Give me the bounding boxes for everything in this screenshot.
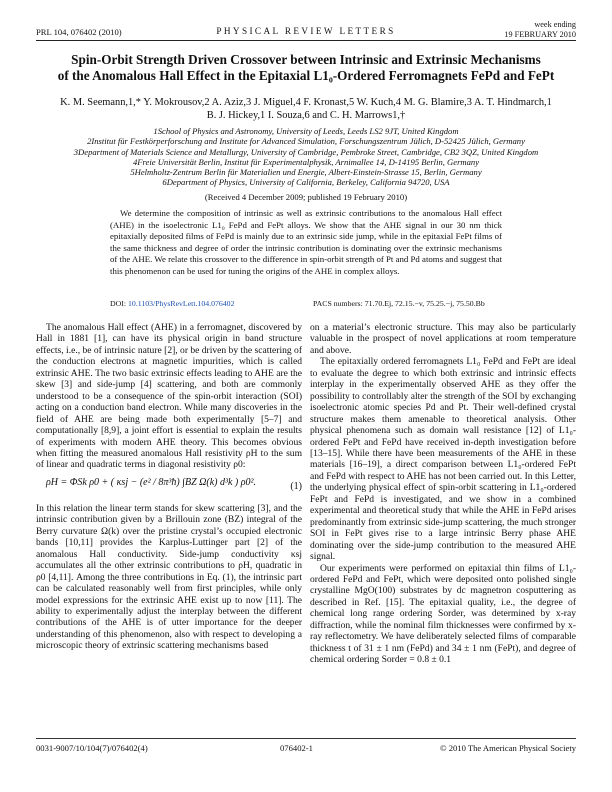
paper-title [40, 52, 572, 84]
doi-label: DOI: [110, 299, 127, 308]
affiliation-1: 1School of Physics and Astronomy, University of Leeds, Leeds LS2 9JT, United Kingdom [153, 126, 459, 136]
paragraph-intro: The anomalous Hall effect (AHE) in a ferromagnet, discovered by Hall in 1881 [1], can have its physical origin in band structure effects, i.e., be of intrinsic nature [2], or be driven by the scattering of the conduction electrons at magnetic impurities, which is called extrinsic AHE. The two basic extrinsic effects leading to AHE are the skew [3] and side-jump [4] scattering, and both are commonly understood to be a consequence of the spin-orbit interaction (SOI) acting on a conduction band electron. While many discoveries in the field of AHE are being made both experimentally [5–7] and computationally [8,9], a joint effort is essential to explain the results of experiments with modern AHE theory. This becomes obvious when fitting the measured anomalous Hall resistivity ρH to the sum of linear and quadratic terms in diagonal resistivity ρ0: [36, 322, 302, 471]
paragraph-experiment: Our experiments were performed on epitaxial thin films of L1₀-ordered FePd and FePt, which were deposited onto polished single crystalline MgO(100) substrates by dc magnetron cosputtering as described in Ref. [15]. The epitaxial quality, i.e., the degree of chemical long range ordering Sorder, was determined by x-ray diffraction, while the nominal film thicknesses were confirmed by x-ray reflectometry. We have deliberately selected films of comparable thickness t of 31 ± 1 nm (FePd) and 34 ± 1 nm (FePt), and degree of chemical ordering Sorder = 0.8 ± 0.1 [310, 562, 576, 666]
affiliation-2: 2Institut für Festkörperforschung and Institute for Advanced Simulation, Forschungszentrum Jülich, D-52425 Jülich, Germany [87, 136, 525, 147]
authors-line-1: K. M. Seemann,1,* Y. Mokrousov,2 A. Aziz,3 J. Miguel,4 F. Kronast,5 W. Kuch,4 M. G. Blamire,3 A. T. Hindmarch,1 [60, 97, 552, 108]
column-left [36, 322, 302, 652]
affiliation-3: 3Department of Materials Science and Metallurgy, University of Cambridge, Pembroke Street, Cambridge, CB2 3QZ, United Kingdom [73, 146, 539, 157]
column-right [310, 322, 576, 666]
received-date: (Received 4 December 2009; published 19 February 2010) [204, 192, 408, 202]
paragraph-materials: The epitaxially ordered ferromagnets L1₀ FePd and FePt are ideal to evaluate the degree to which both extrinsic and intrinsic effects interplay in the experimentally observed AHE as they offer the possibility to controllably alter the strength of the SOI by exchanging isoelectronic atomic species Pd and Pt. Their well-defined crystal structure makes them amenable to theoretical analysis. Other physical phenomena such as domain wall resistance [12] of L1₀-ordered FePt and FePd have received in-depth investigation before [13–15]. While there have been measurements of the AHE in these materials [16–19], a direct comparison between L1₀-ordered FePt and FePd with respect to AHE has not been carried out. In this Letter, the underlying physical effect of spin-orbit scattering in L1₀-ordered FePt and FePd is investigated, and we show in a combined experimental and theoretical study that while the AHE in FePd arises predominantly from extrinsic side-jump scattering, the much stronger SOI in FePt gives rise to a large intrinsic Berry phase AHE dominating over the side-jump contribution to the measured AHE signal. [310, 356, 576, 563]
doi-link[interactable]: 10.1103/PhysRevLett.104.076402 [127, 299, 235, 308]
authors-line-2: B. J. Hickey,1 I. Souza,6 and C. H. Marrows1,† [206, 110, 406, 121]
issue-date [504, 20, 576, 40]
affiliations [20, 126, 592, 188]
paragraph-continuation: on a material’s electronic structure. This may also be particularly valuable in the prospect of novel applications at room temperature and above. [310, 322, 576, 356]
week-date: 19 FEBRUARY 2010 [504, 30, 576, 39]
header-citation: PRL 104, 076402 (2010) [36, 27, 122, 37]
pacs-numbers: PACS numbers: 71.70.Ej, 72.15.−v, 75.25.−j, 75.50.Bb [313, 299, 485, 308]
paragraph-eq-explanation: In this relation the linear term stands for skew scattering [3], and the intrinsic contribution given by a Brillouin zone (BZ) integral of the Berry curvature Ω(k) over the pristine crystal’s occupied electronic bands [10,11] provides the Karplus-Luttinger part [2] of the anomalous Hall conductivity. Side-jump conductivity κsj accumulates all the other extrinsic contributions to ρH, quadratic in ρ0 [4,11]. Among the three contributions in Eq. (1), the intrinsic part can be calculated reasonably well from first principles, while only model expressions for the extrinsic AHE exist up to now [11]. The ability to experimentally adjust the interplay between the different contributions of the AHE is of utter importance for the deeper understanding of this phenomenon, also with respect to developing a microscopic theory of extrinsic scattering mechanisms based [36, 502, 302, 652]
equation-number: (1) [290, 480, 302, 492]
footer-rule [36, 738, 576, 739]
authors [40, 96, 572, 122]
equation-1 [36, 471, 302, 503]
header-rule [36, 40, 576, 41]
copyright: © 2010 The American Physical Society [440, 743, 576, 753]
doi-line [110, 299, 234, 308]
footer-code: 0031-9007/10/104(7)/076402(4) [36, 743, 148, 753]
affiliation-5: 5Helmholtz-Zentrum Berlin für Materialien und Energie, Albert-Einstein-Strasse 15, Berlin, Germany [130, 167, 482, 178]
abstract: We determine the composition of intrinsic as well as extrinsic contributions to the anomalous Hall effect (AHE) in the isoelectronic L1₀ FePd and FePt alloys. We show that the AHE signal in our 30 nm thick epitaxially deposited films of FePd is mainly due to an extrinsic side jump, while in the epitaxial FePt films of the same thickness and degree of order the intrinsic contribution is dominating over the extrinsic mechanisms of the AHE. We relate this crossover to the difference in spin-orbit strength of Pt and Pd atoms and suggest that this phenomenon can be used for tuning the origins of the AHE in complex alloys. [110, 208, 502, 276]
affiliation-6: 6Department of Physics, University of California, Berkeley, California 94720, USA [162, 177, 450, 188]
week-label: week ending [534, 20, 576, 29]
journal-name: PHYSICAL REVIEW LETTERS [216, 26, 396, 36]
equation-body: ρH = ΦSk ρ0 + ( κsj − (e² / 8π³ħ) ∫BZ Ω(k) d³k ) ρ0². [45, 476, 257, 488]
title-line-2: of the Anomalous Hall Effect in the Epitaxial L1₀-Ordered Ferromagnets FePd and FePt [57, 68, 555, 83]
page-number: 076402-1 [280, 743, 313, 753]
title-line-1: Spin-Orbit Strength Driven Crossover between Intrinsic and Extrinsic Mechanisms [71, 52, 541, 67]
affiliation-4: 4Freie Universität Berlin, Institut für Experimentalphysik, Arnimallee 14, D-14195 Berlin, Germany [132, 156, 480, 167]
